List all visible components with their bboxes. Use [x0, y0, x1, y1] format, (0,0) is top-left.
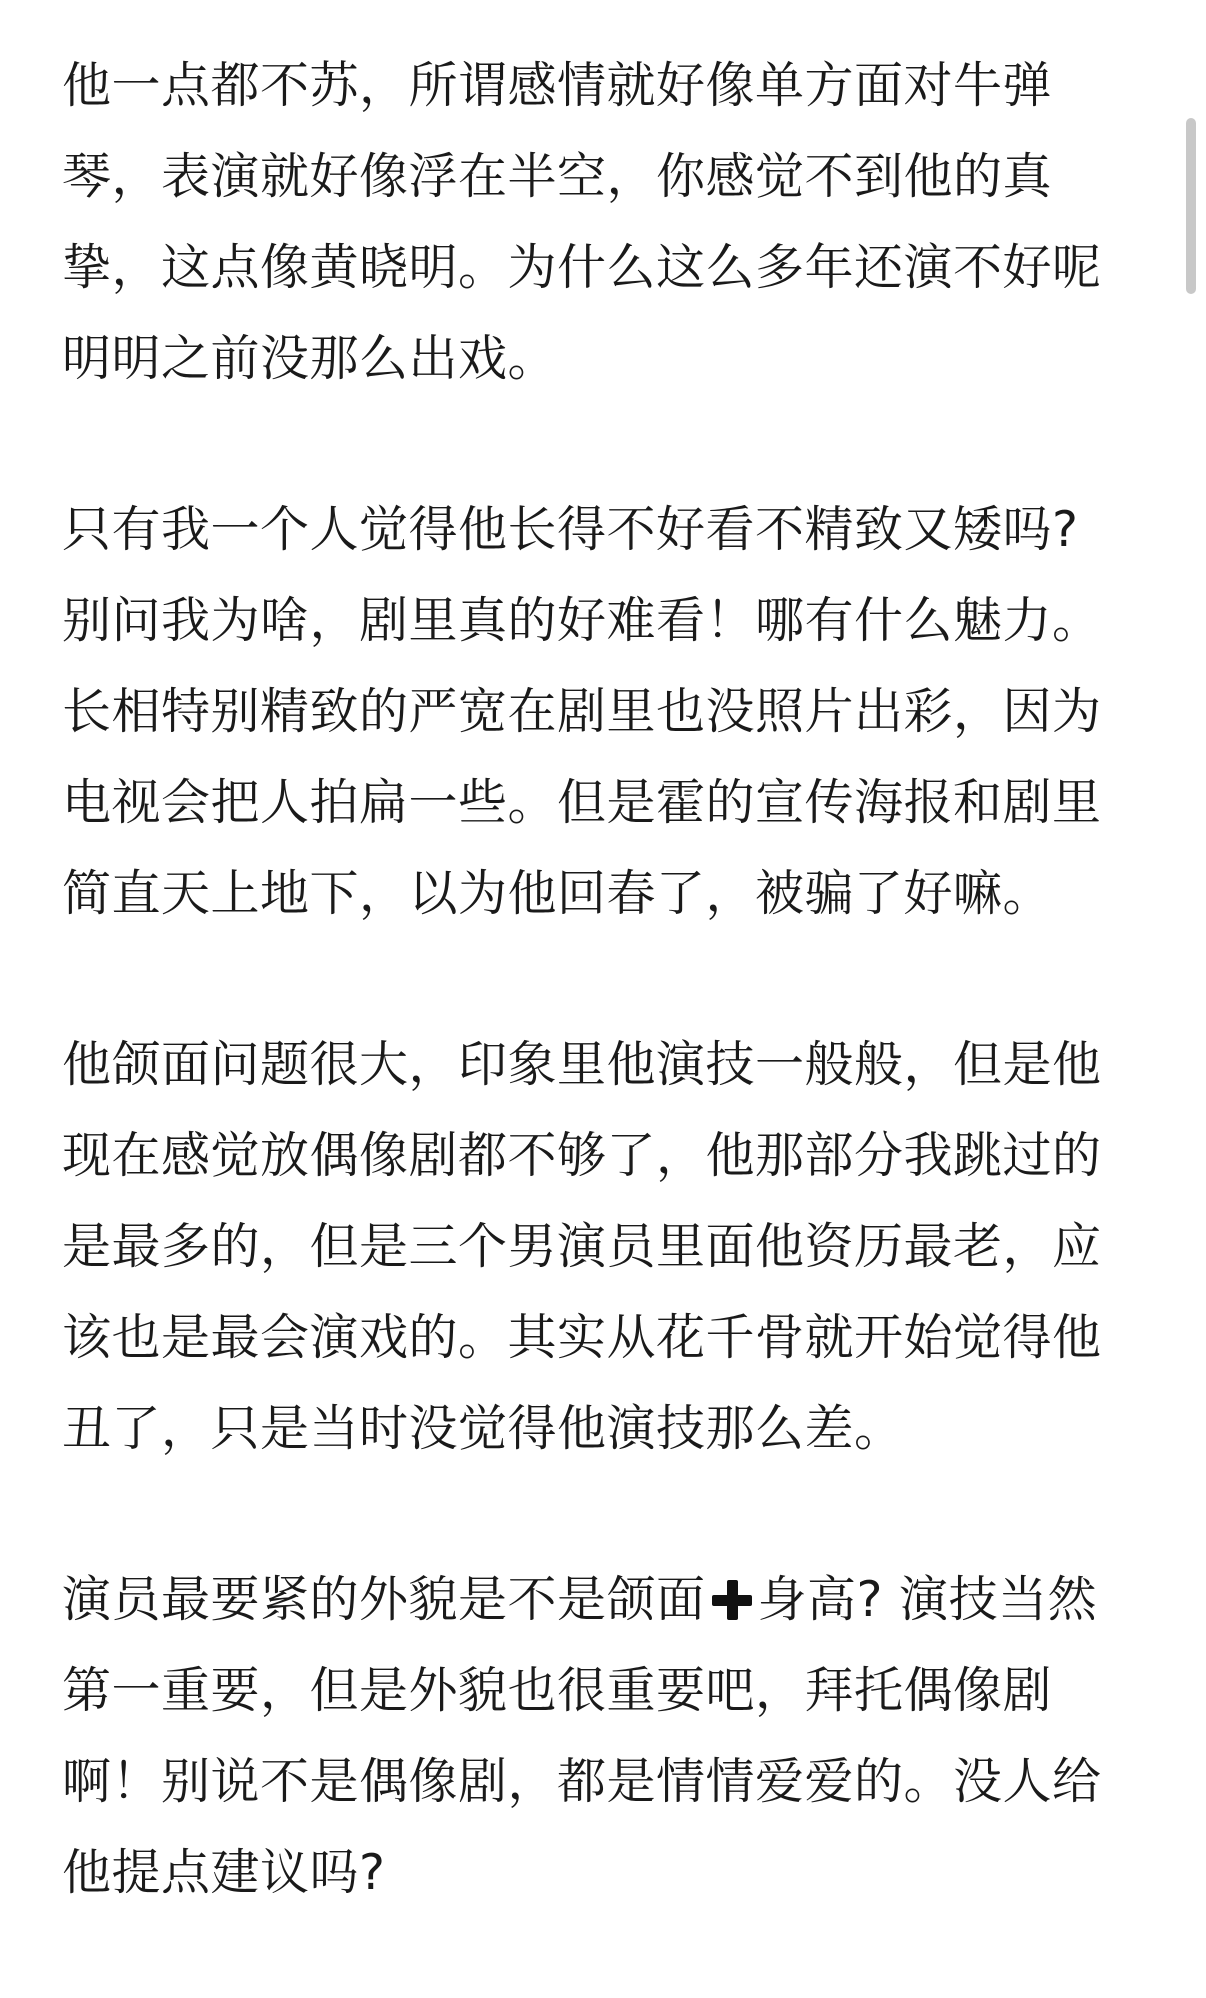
text-line: 琴，表演就好像浮在半空，你感觉不到他的真 — [62, 148, 1053, 205]
text-line: 现在感觉放偶像剧都不够了，他那部分我跳过的 — [62, 1127, 1102, 1184]
text-line: 他一点都不苏，所谓感情就好像单方面对牛弹 — [62, 57, 1053, 114]
post-content — [62, 40, 1152, 1998]
text-line: 他提点建议吗? — [62, 1844, 386, 1901]
text-line: 长相特别精致的严宽在剧里也没照片出彩，因为 — [62, 683, 1102, 740]
text-segment: 身高? 演技当然 — [757, 1571, 1098, 1628]
vertical-scrollbar[interactable] — [1186, 118, 1196, 294]
paragraph-1 — [62, 40, 1152, 404]
text-line: 电视会把人拍扁一些。但是霍的宣传海报和剧里 — [62, 774, 1102, 831]
paragraph-2 — [62, 484, 1152, 939]
text-line: 该也是最会演戏的。其实从花千骨就开始觉得他 — [62, 1309, 1102, 1366]
text-line: 挚，这点像黄晓明。为什么这么多年还演不好呢 — [62, 239, 1102, 296]
text-line: 别问我为啥，剧里真的好难看！哪有什么魅力。 — [62, 592, 1102, 649]
text-line: 他颌面问题很大，印象里他演技一般般，但是他 — [62, 1036, 1102, 1093]
text-line: 明明之前没那么出戏。 — [62, 330, 558, 387]
text-line-with-icon — [62, 1554, 1152, 1645]
plus-icon — [710, 1578, 754, 1622]
paragraph-3 — [62, 1019, 1152, 1474]
text-line: 只有我一个人觉得他长得不好看不精致又矮吗? — [62, 501, 1079, 558]
text-line: 第一重要，但是外貌也很重要吧，拜托偶像剧 — [62, 1662, 1053, 1719]
text-line: 简直天上地下，以为他回春了，被骗了好嘛。 — [62, 865, 1053, 922]
text-line: 啊！别说不是偶像剧，都是情情爱爱的。没人给 — [62, 1753, 1102, 1810]
text-segment: 演员最要紧的外貌是不是颌面 — [62, 1571, 706, 1628]
text-line: 是最多的，但是三个男演员里面他资历最老，应 — [62, 1218, 1102, 1275]
paragraph-4 — [62, 1554, 1152, 1918]
text-line: 丑了，只是当时没觉得他演技那么差。 — [62, 1400, 904, 1457]
